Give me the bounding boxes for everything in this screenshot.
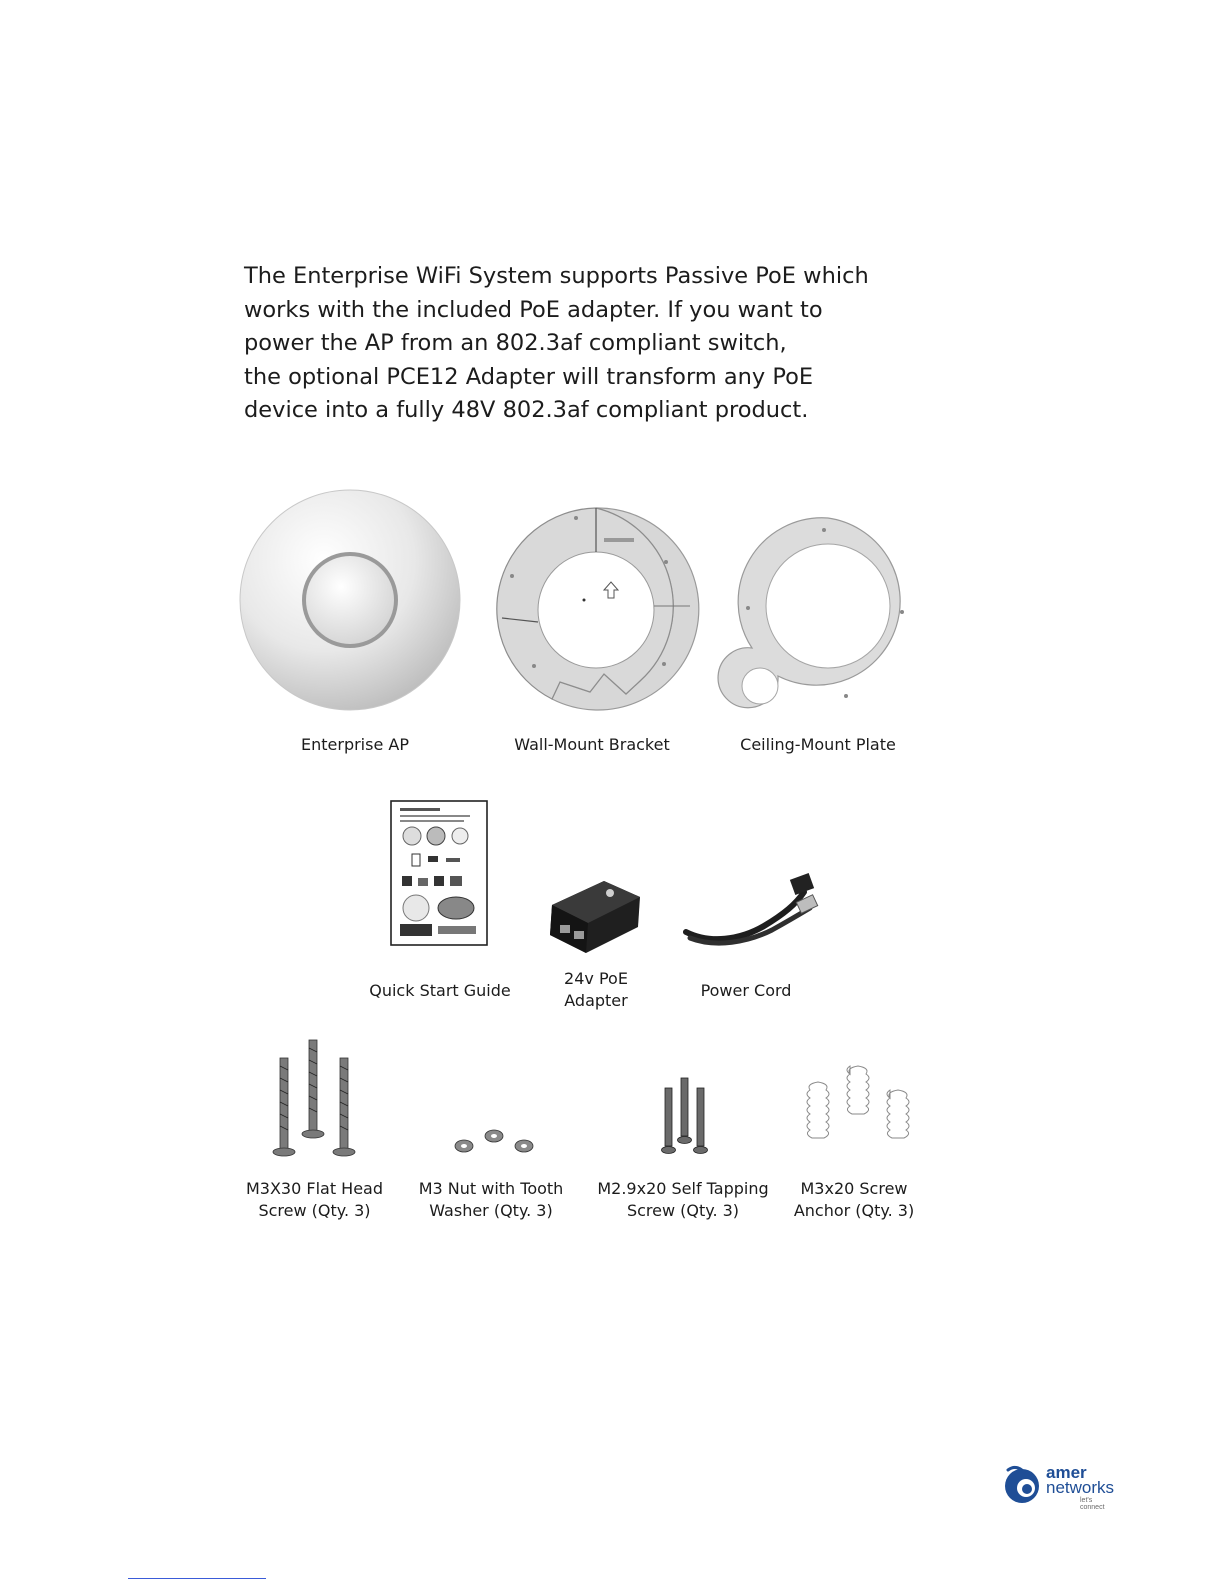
flat-head-screws-item (266, 1036, 366, 1162)
caption-text: Screw (Qty. 3) (626, 1201, 740, 1220)
quick-start-guide-caption (360, 980, 520, 1002)
poe-adapter-image (546, 875, 642, 955)
caption-text: Adapter (564, 991, 628, 1010)
caption-text: 24v PoE (564, 969, 628, 988)
screw-anchor-caption (784, 1178, 924, 1222)
poe-adapter-caption (536, 968, 656, 1012)
intro-line: The Enterprise WiFi System supports Passive PoE which (244, 263, 869, 289)
poe-adapter-item (546, 875, 642, 955)
logo-brand-name: amer (1046, 1463, 1087, 1482)
enterprise-ap-image (238, 488, 463, 713)
caption-text: M3 Nut with Tooth (418, 1179, 564, 1198)
caption-text: Enterprise AP (301, 735, 409, 754)
quick-start-guide-item (390, 800, 488, 946)
nut-washer-caption (406, 1178, 576, 1222)
caption-text: M3X30 Flat Head (245, 1179, 384, 1198)
ceiling-mount-plate-caption (728, 734, 908, 756)
self-tapping-screw-caption (588, 1178, 778, 1222)
nut-washers-image (452, 1126, 536, 1158)
intro-line: works with the included PoE adapter. If you want to (244, 296, 823, 323)
quick-start-guide-image (390, 800, 488, 946)
enterprise-ap-caption (280, 734, 430, 756)
self-tapping-screws-item (656, 1076, 712, 1162)
power-cord-item (680, 870, 824, 948)
caption-text: Ceiling-Mount Plate (740, 735, 896, 754)
logo-brand-name-2: networks (1046, 1478, 1115, 1497)
intro-line: the optional PCE12 Adapter will transform any PoE (244, 363, 814, 390)
flat-head-screws-image (266, 1036, 366, 1162)
flat-head-screw-caption (232, 1178, 397, 1222)
caption-text: M2.9x20 Self Tapping (597, 1179, 769, 1198)
nut-washers-item (452, 1126, 536, 1158)
caption-text: Anchor (Qty. 3) (793, 1201, 915, 1220)
logo-swirl-icon (1002, 1464, 1042, 1504)
caption-text: Screw (Qty. 3) (258, 1201, 371, 1220)
wall-mount-bracket-image (494, 506, 699, 718)
caption-text: Power Cord (700, 981, 792, 1000)
screw-anchors-item (800, 1060, 914, 1164)
wall-mount-bracket-item (494, 506, 699, 718)
caption-text: Quick Start Guide (369, 981, 511, 1000)
power-cord-image (680, 870, 824, 948)
ceiling-mount-plate-image (726, 516, 914, 722)
self-tapping-screws-image (656, 1076, 712, 1162)
power-cord-caption (686, 980, 806, 1002)
intro-line: power the AP from an 802.3af compliant switch, (244, 330, 787, 356)
caption-text: M3x20 Screw (800, 1179, 908, 1198)
intro-paragraph (244, 260, 964, 428)
caption-text: Washer (Qty. 3) (429, 1201, 553, 1220)
ceiling-mount-plate-item (726, 516, 914, 722)
wall-mount-bracket-caption (502, 734, 682, 756)
amer-networks-logo (1002, 1462, 1117, 1511)
enterprise-ap-item (238, 488, 463, 713)
caption-text: Wall-Mount Bracket (514, 735, 670, 754)
intro-line: device into a fully 48V 802.3af compliant product. (244, 397, 809, 423)
screw-anchors-image (800, 1060, 914, 1164)
footer-rule (128, 1578, 266, 1579)
logo-tagline: let's connect (1080, 1497, 1105, 1511)
